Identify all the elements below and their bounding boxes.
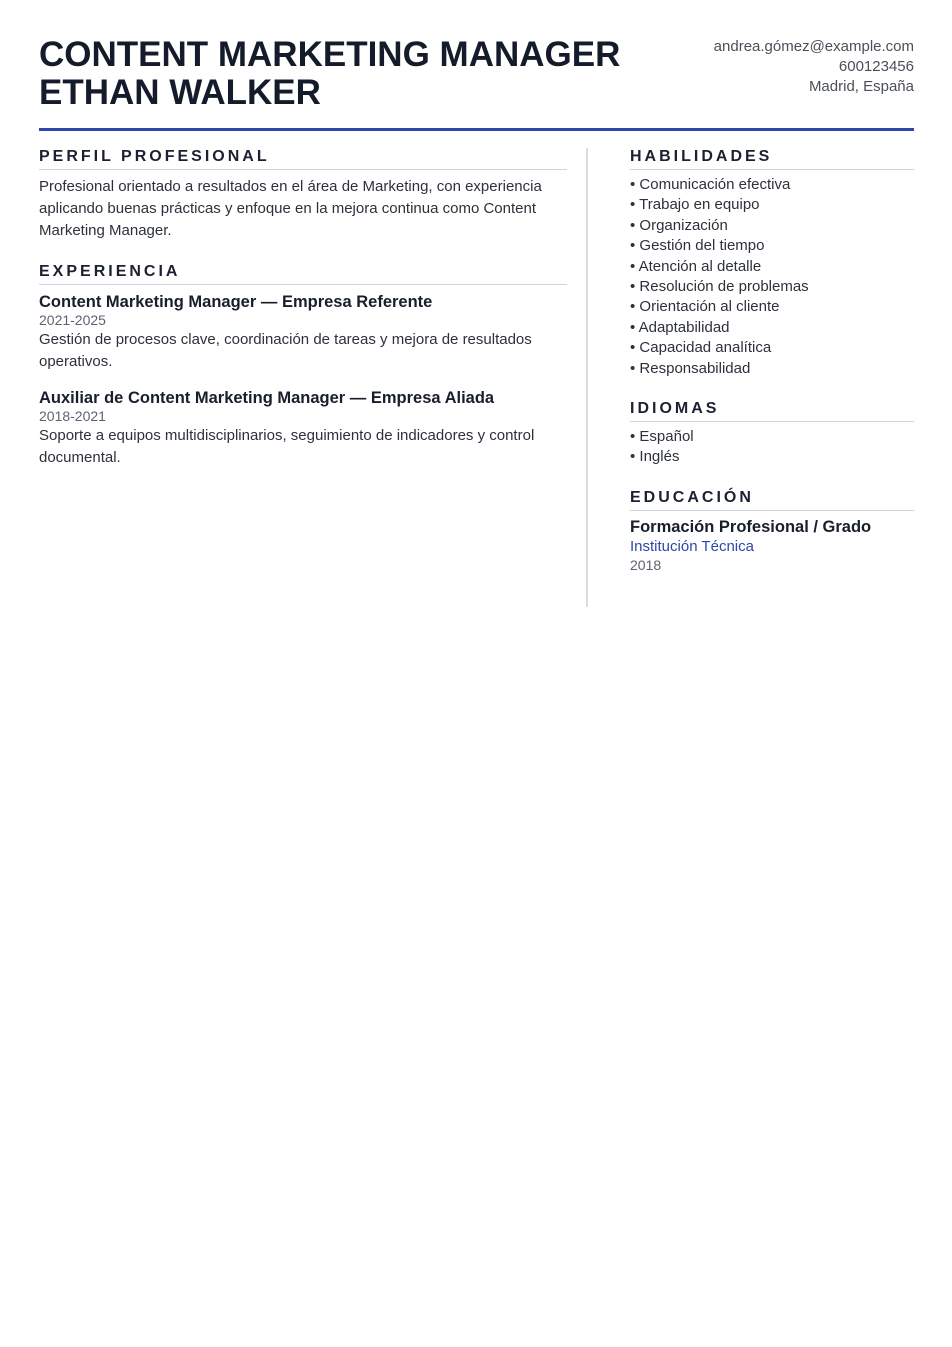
education-degree: Formación Profesional / Grado <box>630 517 872 536</box>
skill-item: • Atención al detalle <box>630 257 914 277</box>
languages-heading: IDIOMAS <box>630 399 914 422</box>
column-divider <box>586 148 588 607</box>
experience-heading: EXPERIENCIA <box>39 262 567 285</box>
experience-dates: 2021-2025 <box>39 312 106 328</box>
profile-section <box>39 147 567 242</box>
skills-heading: HABILIDADES <box>630 147 914 170</box>
skill-item: • Comunicación efectiva <box>630 175 914 195</box>
skill-item: • Organización <box>630 216 914 236</box>
skills-list <box>630 175 914 379</box>
experience-dates: 2018-2021 <box>39 408 106 424</box>
skill-item: • Adaptabilidad <box>630 318 914 338</box>
education-section <box>630 488 914 575</box>
skill-item: • Orientación al cliente <box>630 297 914 317</box>
experience-section <box>39 262 567 469</box>
experience-item <box>39 388 567 469</box>
experience-description: Gestión de procesos clave, coordinación de tareas y mejora de resultados operativos. <box>39 331 532 370</box>
skill-item: • Responsabilidad <box>630 359 914 379</box>
languages-section <box>630 399 914 468</box>
skill-item: • Resolución de problemas <box>630 277 914 297</box>
contact-location: Madrid, España <box>808 78 914 95</box>
experience-title: Auxiliar de Content Marketing Manager — Empresa Aliada <box>39 389 495 407</box>
languages-list <box>630 427 914 468</box>
experience-item <box>39 292 567 373</box>
contact-info <box>714 37 914 97</box>
header-divider <box>39 128 914 131</box>
education-heading: EDUCACIÓN <box>630 488 914 511</box>
resume-header <box>39 36 914 132</box>
right-column <box>630 147 914 575</box>
language-item: • Inglés <box>630 447 914 467</box>
education-institution: Institución Técnica <box>630 537 754 555</box>
skill-item: • Gestión del tiempo <box>630 236 914 256</box>
profile-text: Profesional orientado a resultados en el área de Marketing, con experiencia aplicando buenas prácticas y enfoque en la mejora continua como Content Marketing Manager. <box>39 178 542 239</box>
language-item: • Español <box>630 427 914 447</box>
job-title-heading: CONTENT MARKETING MANAGER <box>39 35 621 74</box>
contact-phone: 600123456 <box>838 58 914 75</box>
experience-description: Soporte a equipos multidisciplinarios, seguimiento de indicadores y control documental. <box>39 427 535 466</box>
contact-email: andrea.gómez@example.com <box>713 38 914 55</box>
title-block <box>39 36 620 112</box>
experience-title: Content Marketing Manager — Empresa Referente <box>39 293 433 311</box>
profile-heading: PERFIL PROFESIONAL <box>39 147 567 170</box>
candidate-name: ETHAN WALKER <box>39 73 321 112</box>
skill-item: • Trabajo en equipo <box>630 195 914 215</box>
left-column <box>39 147 567 469</box>
skills-section <box>630 147 914 379</box>
education-year: 2018 <box>630 556 662 573</box>
skill-item: • Capacidad analítica <box>630 338 914 358</box>
